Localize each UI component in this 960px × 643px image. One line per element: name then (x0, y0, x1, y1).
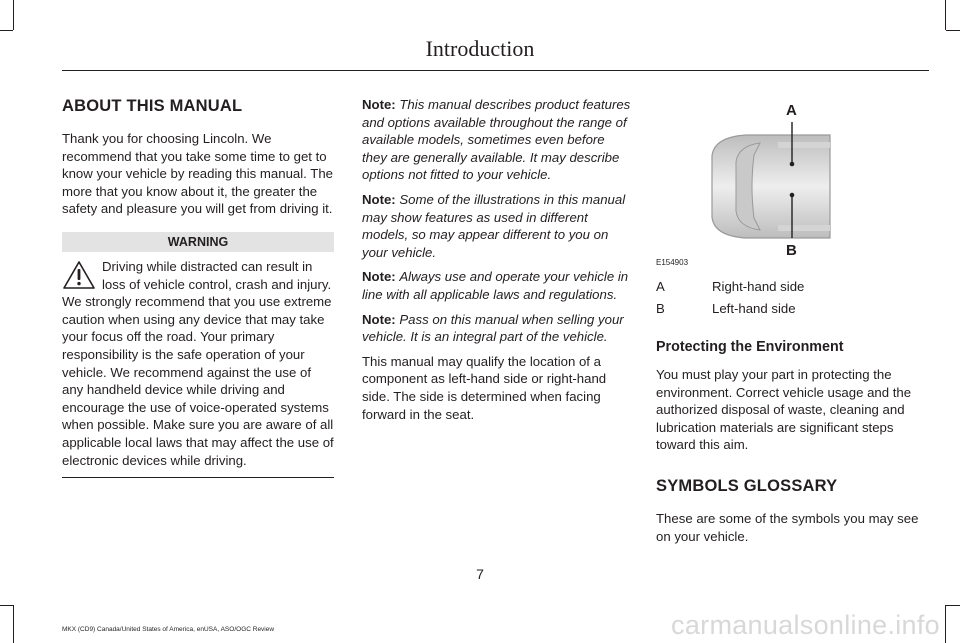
legend-value: Left-hand side (712, 301, 796, 316)
figure-code: E154903 (656, 258, 689, 267)
note-text: This manual describes product features and options available throughout the range of available models, sometimes even before they are generally available. It may describe options not fitted to your vehicle. (362, 97, 631, 183)
symbols-glossary-heading: SYMBOLS GLOSSARY (656, 476, 838, 495)
crop-mark (13, 605, 14, 643)
column-left (62, 96, 334, 478)
note-text: Always use and operate your vehicle in line with all applicable laws and regulations. (362, 269, 629, 302)
page-number: 7 (476, 566, 484, 582)
figure-label-b: B (786, 242, 797, 259)
figure-label-a: A (786, 102, 797, 119)
note-paragraph (362, 191, 632, 261)
column-right (656, 96, 930, 545)
warning-divider (62, 477, 334, 478)
watermark: carmanualsonline.info (671, 610, 940, 640)
side-paragraph: This manual may qualify the location of a component as left-hand side or right-hand side. The side is determined when facing forward in the seat. (362, 353, 607, 422)
crop-mark (945, 605, 946, 643)
note-label: Note: (362, 269, 396, 285)
warning-box (62, 258, 334, 469)
page-header-title: Introduction (425, 36, 535, 61)
crop-mark (13, 0, 14, 30)
vehicle-top-view-icon (656, 96, 930, 266)
legend-key: A (656, 279, 665, 294)
legend-key: B (656, 301, 665, 316)
crop-mark (946, 605, 960, 606)
header-divider (62, 70, 929, 71)
section-heading-about: ABOUT THIS MANUAL (62, 97, 243, 115)
note-text: Some of the illustrations in this manual may show features as used in different models, so may appear different to you on your vehicle. (362, 191, 626, 260)
column-middle (362, 96, 632, 423)
crop-mark (0, 30, 13, 31)
note-label: Note: (362, 311, 396, 327)
note-paragraph (362, 96, 632, 184)
legend-value: Right-hand side (712, 279, 805, 294)
crop-mark (946, 30, 960, 31)
note-paragraph (362, 311, 632, 346)
legend-row (656, 298, 930, 320)
warning-text: Driving while distracted can result in loss of vehicle control, crash and injury. We strongly recommend that you use extreme caution when using any device that may take your focus off the road. Your primary responsibility is the safe operation of your vehicle. We recommend against the use of any handheld device while driving and encourage the use of voice-operated systems when possible. Make sure you are aware of all applicable local laws that may affect the use of electronic devices while driving. (62, 258, 334, 468)
note-paragraph (362, 268, 632, 303)
figure-legend (656, 276, 930, 320)
vehicle-sides-figure (656, 96, 930, 266)
footer-text: MKX (CD9) Canada/United States of America, enUSA, ASO/OGC Review (62, 626, 275, 633)
note-label: Note: (362, 191, 396, 207)
note-label: Note: (362, 97, 396, 112)
crop-mark (0, 605, 13, 606)
warning-triangle-icon (62, 260, 96, 290)
warning-header: WARNING (62, 232, 334, 252)
crop-mark (945, 0, 946, 30)
note-text: Pass on this manual when selling your vehicle. It is an integral part of the vehicle. (362, 311, 624, 345)
environment-paragraph: You must play your part in protecting the environment. Correct vehicle usage and the authorized disposal of waste, cleaning and lubrication materials are significant steps toward this aim. (656, 367, 912, 453)
environment-heading: Protecting the Environment (656, 339, 844, 355)
symbols-paragraph: These are some of the symbols you may see on your vehicle. (656, 510, 919, 544)
legend-row (656, 276, 930, 298)
intro-paragraph: Thank you for choosing Lincoln. We recommend that you take some time to get to know your vehicle by reading this manual. The more that you know about it, the greater the safety and pleasure you will get from driving it. (62, 131, 333, 217)
